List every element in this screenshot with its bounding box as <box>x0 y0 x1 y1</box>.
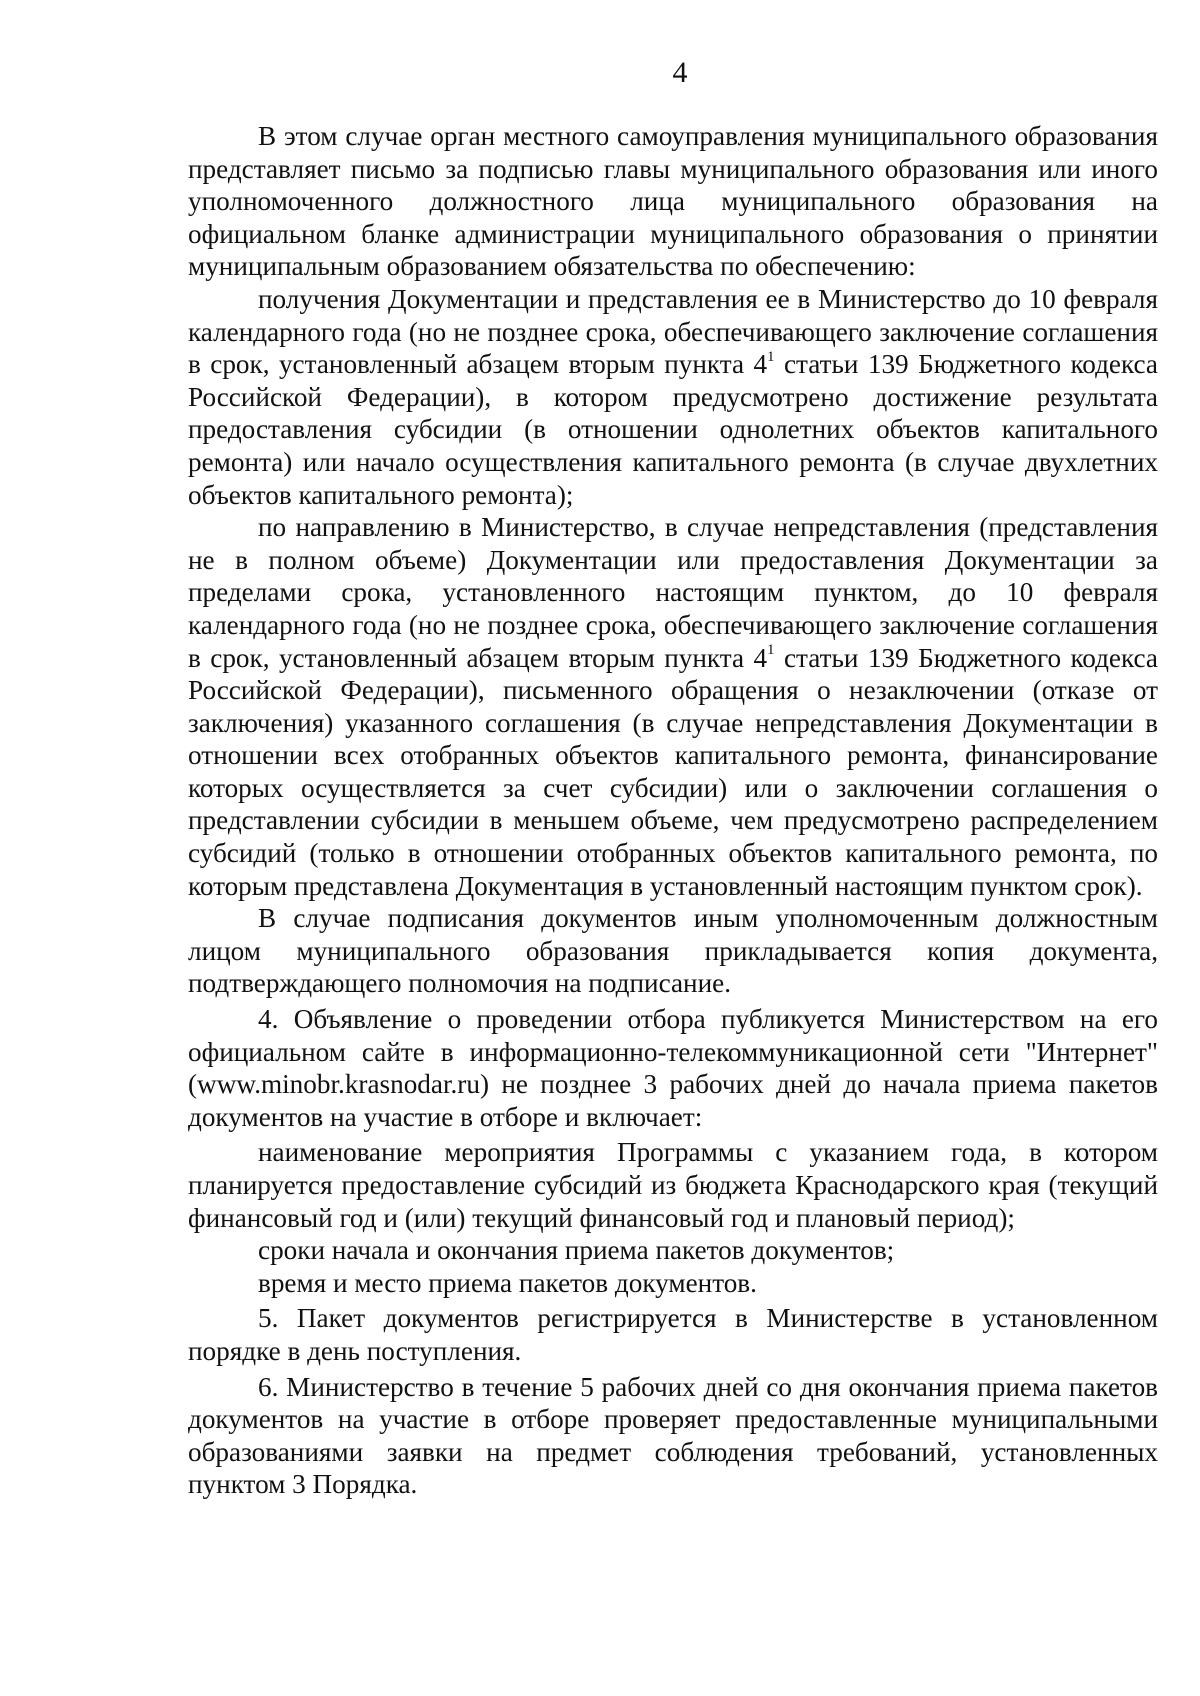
superscript: 1 <box>767 349 775 366</box>
paragraph-obtaining-documentation <box>188 283 1158 511</box>
paragraph-obligation-intro: В этом случае орган местного самоуправления муниципального образования представляет письмо за подписью главы муниципального образования или иного уполномоченного должностного лица муниципального образования на официальном бланке администрации муниципального образования о принятии муниципальным образованием обязательства по обеспечению: <box>188 121 1158 282</box>
paragraph-item-5-registration: 5. Пакет документов регистрируется в Министерстве в установленном порядке в день поступления. <box>188 1303 1158 1366</box>
paragraph-item-4-announcement: 4. Объявление о проведении отбора публикуется Министерством на его официальном сайте в информационно-телекоммуникационной сети "Интернет" (www.minobr.krasnodar.ru) не позднее 3 рабочих дней до начала приема пакетов документов на участие в отборе и включает: <box>188 1004 1158 1132</box>
paragraph-acceptance-place: время и место приема пакетов документов. <box>258 1267 757 1298</box>
page-number: 4 <box>672 56 688 89</box>
paragraph-item-6-review: 6. Министерство в течение 5 рабочих дней со дня окончания приема пакетов документов на участие в отборе проверяет предоставленные муниципальными образованиями заявки на предмет соблюдения требований, установленных пунктом 3 Порядка. <box>188 1371 1158 1500</box>
superscript: 1 <box>767 642 775 659</box>
paragraph-program-event-name: наименование мероприятия Программы с указанием года, в котором планируется предоставление субсидий из бюджета Краснодарского края (текущий финансовый год и (или) текущий финансовый год и плановый период); <box>188 1137 1158 1233</box>
paragraph-acceptance-dates: сроки начала и окончания приема пакетов документов; <box>258 1235 895 1266</box>
paragraph-direction-to-ministry <box>188 511 1158 902</box>
paragraph-text: получения Документации и представления ее в Министерство до 10 февраля календарного года (но не позднее срока, обеспечивающего заключение соглашения в срок, установленный абзацем вторым пункта 4 <box>188 283 1158 380</box>
paragraph-text: по направлению в Министерство, в случае непредставления (представления не в полном объеме) Документации или предоставления Документации за пределами срока, установленного настоящим пунктом, до 10 февраля календарного года (но не позднее срока, обеспечивающего заключение соглашения в срок, установленный абзацем вторым пункта 4 <box>188 512 1158 673</box>
document-body <box>188 120 1158 1501</box>
paragraph-text: статьи 139 Бюджетного кодекса Российской Федерации), письменного обращения о незаключении (отказе от заключения) указанного соглашения (в случае непредставления Документации в отношении всех отобранных объектов капитального ремонта, финансирование которых осуществляется за счет субсидии) или о заключении соглашения о представлении субсидии в меньшем объеме, чем предусмотрено распределением субсидий (только в отношении отобранных объектов капитального ремонта, по которым представлена Документация в установленный настоящим пунктом срок). <box>188 642 1158 901</box>
paragraph-text: статьи 139 Бюджетного кодекса Российской Федерации), в котором предусмотрено достижение результата предоставления субсидии (в отношении однолетних объектов капитального ремонта) или начало осуществления капитального ремонта (в случае двухлетних объектов капитального ремонта); <box>188 349 1158 510</box>
paragraph-signing-authority: В случае подписания документов иным уполномоченным должностным лицом муниципального образования прикладывается копия документа, подтверждающего полномочия на подписание. <box>188 903 1158 999</box>
